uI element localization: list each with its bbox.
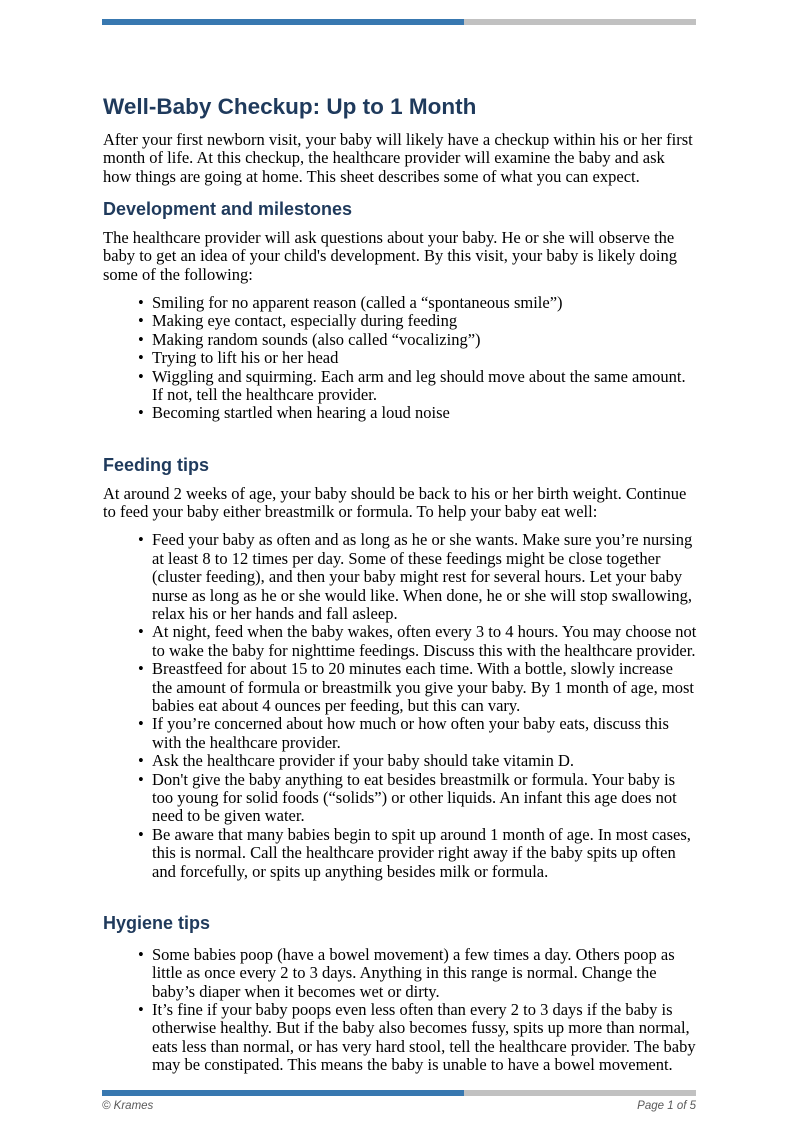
bullet-item: • At night, feed when the baby wakes, often every 3 to 4 hours. You may choose not to wake the baby for nighttime feedings. Discuss this with the healthcare provider. (103, 623, 697, 660)
bullet-item: • Some babies poop (have a bowel movement) a few times a day. Others poop as little as once every 2 to 3 days. Anything in this range is normal. Change the baby’s diaper when it becomes wet or dirty. (103, 946, 697, 1001)
bullet-item: • Making random sounds (also called “vocalizing”) (103, 331, 697, 349)
bullet-item: • Wiggling and squirming. Each arm and leg should move about the same amount. If not, tell the healthcare provider. (103, 368, 697, 405)
section-paragraph: The healthcare provider will ask questions about your baby. He or she will observe the baby to get an idea of your child's development. By this visit, your baby is likely doing some of the following: (103, 227, 677, 284)
bullet-item: • Breastfeed for about 15 to 20 minutes each time. With a bottle, slowly increase the amount of formula or breastmilk you give your baby. By 1 month of age, most babies eat about 4 ounces per feeding, but this can vary. (103, 660, 697, 715)
top-divider-bar (102, 19, 696, 25)
bullet-item: • It’s fine if your baby poops even less often than every 2 to 3 days if the baby is otherwise healthy. But if the baby also becomes fussy, spits up more than normal, eats less than normal, or has very hard stool, tell the healthcare provider. The baby may be constipated. This means the baby is unable to have a bowel movement. (103, 1001, 697, 1075)
page-title: Well-Baby Checkup: Up to 1 Month (103, 94, 477, 119)
footer-divider-bar (102, 1090, 696, 1096)
bullet-list (103, 294, 697, 423)
footer-page-number: Page 1 of 5 (637, 1100, 696, 1112)
bullet-item: • Ask the healthcare provider if your baby should take vitamin D. (103, 752, 697, 770)
section-heading: Feeding tips (103, 454, 210, 475)
top-divider-gray-segment (464, 19, 696, 25)
document-section (103, 455, 697, 881)
page-footer (102, 1090, 696, 1112)
section-paragraph: At around 2 weeks of age, your baby should be back to his or her birth weight. Continue to feed your baby either breastmilk or formula. To help your baby eat well: (103, 483, 687, 521)
document-section (103, 913, 697, 1075)
bullet-item: • Smiling for no apparent reason (called a “spontaneous smile”) (103, 294, 697, 312)
bullet-item: • Feed your baby as often and as long as he or she wants. Make sure you’re nursing at least 8 to 12 times per day. Some of these feedings might be close together (cluster feeding), and then your baby might rest for several hours. Let your baby nurse as long as he or she would like. When done, he or she will stop swallowing, relax his or her hands and fall asleep. (103, 531, 697, 623)
bullet-item: • Be aware that many babies begin to spit up around 1 month of age. In most cases, this is normal. Call the healthcare provider right away if the baby spits up often and forcefully, or spits up anything besides milk or formula. (103, 826, 697, 881)
section-heading: Hygiene tips (103, 913, 211, 934)
footer-copyright: © Krames (102, 1100, 154, 1112)
bullet-item: • Becoming startled when hearing a loud noise (103, 404, 697, 422)
bullet-list (103, 946, 697, 1075)
bullet-list (103, 531, 697, 881)
document-section (103, 199, 697, 423)
footer-divider-gray-segment (464, 1090, 696, 1096)
footer-text-row (102, 1100, 696, 1112)
footer-divider-blue-segment (102, 1090, 464, 1096)
bullet-item: • Trying to lift his or her head (103, 349, 697, 367)
bullet-item: • If you’re concerned about how much or how often your baby eats, discuss this with the healthcare provider. (103, 715, 697, 752)
bullet-item: • Making eye contact, especially during feeding (103, 312, 697, 330)
document-content (0, 94, 800, 1075)
bullet-item: • Don't give the baby anything to eat besides breastmilk or formula. Your baby is too young for solid foods (“solids”) or other liquids. An infant this age does not need to be given water. (103, 771, 697, 826)
sections-container (103, 199, 697, 1075)
top-divider-blue-segment (102, 19, 464, 25)
intro-paragraph: After your first newborn visit, your baby will likely have a checkup within his or her first month of life. At this checkup, the healthcare provider will examine the baby and ask how things are going at home. This sheet describes some of what you can expect. (103, 129, 693, 186)
section-heading: Development and milestones (103, 199, 353, 220)
